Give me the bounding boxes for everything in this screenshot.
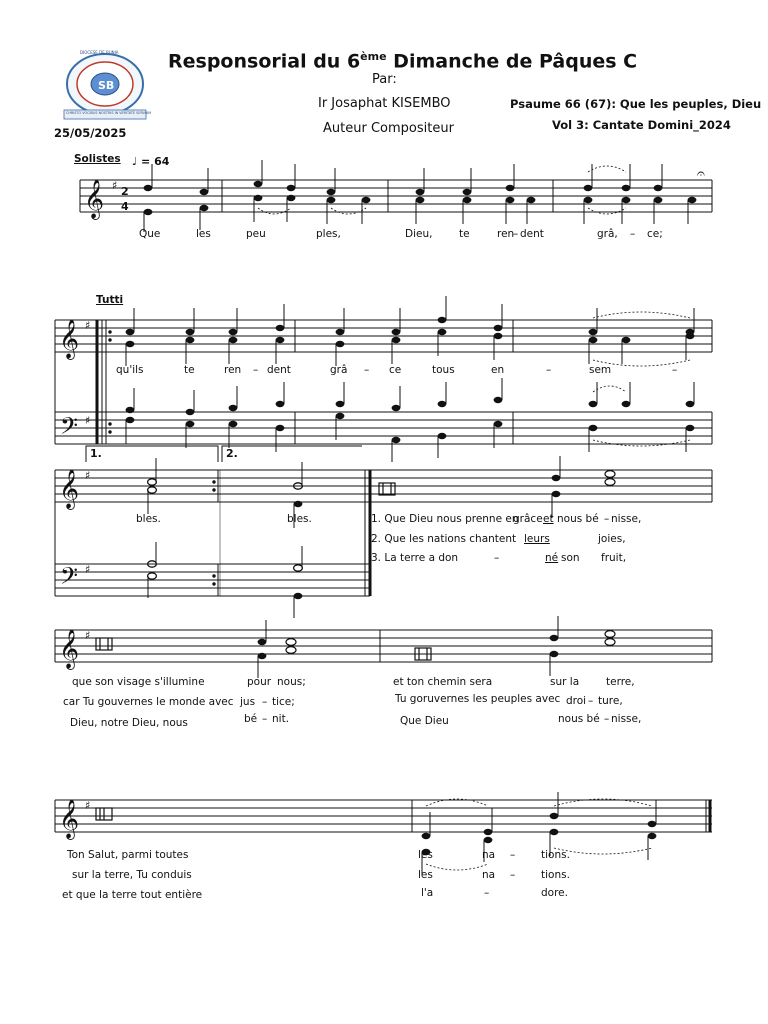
verse-text: grâce [513, 513, 543, 525]
verse-text: car Tu gouvernes le monde avec [63, 696, 234, 708]
verse-text: nous bé [557, 513, 599, 525]
staff-system-1 [80, 180, 712, 212]
logo-caption-top: DIOCESE DE BUNIA [80, 50, 119, 55]
staff-system-4 [55, 630, 712, 662]
verse-text: terre, [606, 676, 635, 688]
lyric-word: bles. [136, 513, 161, 525]
verse-text: né [545, 552, 559, 564]
verse-text: les [418, 849, 433, 861]
verse-text: 1. Que Dieu nous prenne en [371, 513, 519, 525]
verse-text: Tu goruvernes les peuples avec [395, 693, 561, 705]
verse-text: et ton chemin sera [393, 676, 493, 688]
treble-clef-5: 𝄞 [59, 799, 80, 839]
lyric-word: ren [224, 364, 242, 376]
verse-text: et [543, 513, 554, 525]
fermata: 𝄐 [697, 166, 705, 182]
lyric-word: grâ [330, 364, 348, 376]
lyric-word: – [253, 364, 259, 376]
volta-first: 1. [90, 447, 102, 460]
by-label: Par: [372, 72, 397, 87]
lyric-word: ren [497, 228, 515, 240]
lyric-word: – [630, 228, 636, 240]
verse-text: Ton Salut, parmi toutes [67, 849, 189, 861]
bass-clef-2: 𝄢 [60, 412, 79, 445]
tempo-marking: ♩ = 64 [132, 155, 170, 168]
lyric-word: te [459, 228, 470, 240]
verse-text: sur la terre, Tu conduis [72, 869, 192, 881]
verse-text: ture, [598, 695, 623, 707]
verse-text: leurs [524, 533, 550, 545]
section-tutti: Tutti [96, 294, 124, 306]
title-superscript: ème [360, 50, 387, 63]
key-sharp-4: ♯ [85, 469, 91, 482]
verse-text: son [561, 552, 580, 564]
verse-text: Que Dieu [400, 715, 449, 727]
verse-text: nisse, [611, 513, 642, 525]
verse-text: droi [566, 695, 587, 707]
verse-text: tions. [541, 849, 570, 861]
psalm-reference: Psaume 66 (67): Que les peuples, Dieu [510, 97, 762, 111]
title-main: Responsorial du 6 [168, 50, 361, 73]
verse-text: – [494, 552, 500, 564]
lyric-word: bles. [287, 513, 312, 525]
lyric-word: dent [267, 364, 291, 376]
verse-text: na [482, 849, 496, 861]
bass-clef-3: 𝄢 [60, 562, 79, 595]
verse-text: Dieu, notre Dieu, nous [70, 717, 188, 729]
lyric-word: – [513, 228, 519, 240]
tempo-value: = 64 [141, 155, 170, 168]
logo-caption-bottom: CHRISTO VOCIBUS NOSTRIS IN VERITATE SERVIAM [66, 111, 152, 115]
verse-text: – [510, 869, 516, 881]
key-sharp-1: ♯ [112, 179, 118, 192]
verse-text: – [588, 695, 594, 707]
repeat-signs [97, 320, 370, 596]
volta-brackets [86, 446, 362, 462]
verse-text: joies, [598, 533, 626, 545]
lyric-word: – [672, 364, 678, 376]
lyric-word: ce; [647, 228, 663, 240]
lyric-word: en [491, 364, 505, 376]
section-solistes: Solistes [74, 153, 121, 165]
lyric-word: les [196, 228, 211, 240]
verse-text: nous; [277, 676, 306, 688]
verse-text: nous bé [558, 713, 600, 725]
treble-clef-3: 𝄞 [59, 469, 80, 509]
lyric-word: qu'ils [116, 364, 144, 376]
verse-text: bé [244, 713, 258, 725]
verse-text: – [262, 696, 268, 708]
title-rest: Dimanche de Pâques C [386, 50, 638, 73]
lyric-word: tous [432, 364, 455, 376]
key-sharp-2: ♯ [85, 319, 91, 332]
lyric-word: Dieu, [405, 228, 433, 240]
staff-system-2-treble [55, 320, 712, 352]
verse-text: dore. [541, 887, 568, 899]
treble-clef-2: 𝄞 [59, 319, 80, 359]
verse-text: nit. [272, 713, 290, 725]
svg-text:SB: SB [98, 79, 115, 92]
verse-text: – [604, 713, 610, 725]
verse-text: sur la [550, 676, 580, 688]
key-sharp-5: ♯ [85, 563, 91, 576]
lyric-word: – [364, 364, 370, 376]
lyric-word: grâ, [597, 228, 618, 240]
staff-system-5 [55, 800, 712, 832]
lyric-word: te [184, 364, 195, 376]
verse-text: fruit, [601, 552, 627, 564]
treble-clef-4: 𝄞 [59, 629, 80, 669]
staff-system-3-bass [55, 470, 370, 596]
volume-reference: Vol 3: Cantate Domini_2024 [552, 118, 731, 132]
verse-text: 3. La terre a don [371, 552, 459, 564]
treble-clef-1: 𝄞 [84, 179, 105, 219]
verse-text: jus [240, 696, 256, 708]
verse-text: – [262, 713, 268, 725]
staff-system-2-bass [55, 320, 712, 444]
lyric-word: ce [389, 364, 402, 376]
volta-second: 2. [226, 447, 238, 460]
verse-text: tions. [541, 869, 570, 881]
lyric-word: dent [520, 228, 544, 240]
verse-text: – [484, 887, 490, 899]
lyric-word: ples, [316, 228, 341, 240]
verse-text: tice; [272, 696, 295, 708]
lyric-word: – [546, 364, 552, 376]
time-sig-bottom: 4 [121, 200, 129, 213]
lyric-word: peu [246, 228, 266, 240]
verse-text: – [604, 513, 610, 525]
verse-text: na [482, 869, 496, 881]
verse-text: nisse, [611, 713, 642, 725]
key-sharp-7: ♯ [85, 799, 91, 812]
verse-text: que son visage s'illumine [72, 676, 205, 688]
lyric-word: Que [139, 228, 161, 240]
key-sharp-6: ♯ [85, 629, 91, 642]
verse-text: pour [247, 676, 272, 688]
verse-text: et que la terre tout entière [62, 889, 203, 901]
lyric-word: sem [589, 364, 612, 376]
key-sharp-3: ♯ [85, 414, 91, 427]
time-sig-top: 2 [121, 185, 129, 198]
verse-text: 2. Que les nations chantent [371, 533, 517, 545]
author-role: Auteur Compositeur [323, 121, 454, 136]
verse-text: les [418, 869, 433, 881]
verse-text: l'a [421, 887, 434, 899]
date: 25/05/2025 [54, 126, 127, 140]
verse-text: – [510, 849, 516, 861]
author-name: Ir Josaphat KISEMBO [318, 96, 451, 111]
